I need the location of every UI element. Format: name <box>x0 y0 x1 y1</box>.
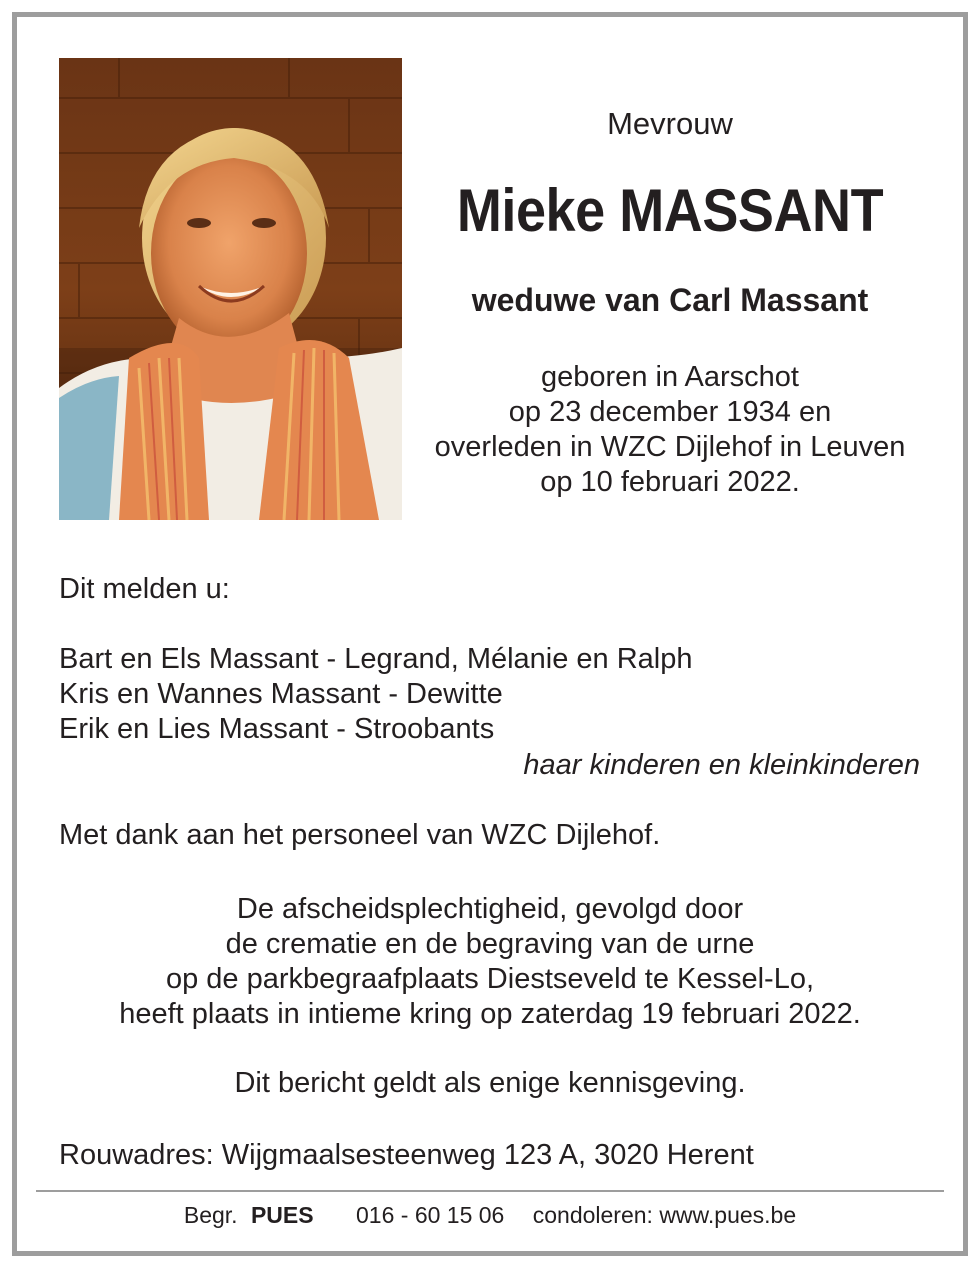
condolence-link[interactable]: condoleren: www.pues.be <box>532 1202 797 1228</box>
announce-line: Dit melden u: <box>59 573 230 605</box>
salutation: Mevrouw <box>607 106 733 141</box>
spouse-line: weduwe van Carl Massant <box>471 282 869 318</box>
address-line: Rouwadres: Wijgmaalsesteenweg 123 A, 3020 Herent <box>59 1139 754 1171</box>
undertaker-name: PUES <box>250 1202 314 1228</box>
thanks-line: Met dank aan het personeel van WZC Dijlehof. <box>59 819 661 851</box>
undertaker-prefix: Begr. <box>183 1202 238 1228</box>
children-line: Kris en Wannes Massant - Dewitte <box>59 678 503 710</box>
ceremony-line: de crematie en de begraving van de urne <box>225 928 755 960</box>
ceremony-details <box>40 892 940 1032</box>
portrait-photo <box>59 58 402 520</box>
ceremony-line: heeft plaats in intieme kring op zaterdag 19 februari 2022. <box>119 998 861 1030</box>
life-details <box>420 360 920 500</box>
children-line: Bart en Els Massant - Legrand, Mélanie en Ralph <box>59 643 693 675</box>
life-line: overleden in WZC Dijlehof in Leuven <box>434 431 906 463</box>
life-line: op 23 december 1934 en <box>508 396 832 428</box>
kin-label: haar kinderen en kleinkinderen <box>523 749 920 781</box>
life-line: geboren in Aarschot <box>541 361 799 393</box>
children-list <box>59 642 693 747</box>
deceased-name: Mieke MASSANT <box>456 177 884 244</box>
ceremony-line: op de parkbegraafplaats Diestseveld te Kessel-Lo, <box>165 963 815 995</box>
ceremony-line: De afscheidsplechtigheid, gevolgd door <box>236 893 744 925</box>
footer <box>0 1202 980 1229</box>
undertaker-phone: 016 - 60 15 06 <box>356 1202 505 1228</box>
footer-divider <box>36 1190 944 1192</box>
notice-line: Dit bericht geldt als enige kennisgeving. <box>234 1067 746 1099</box>
life-line: op 10 februari 2022. <box>540 466 800 498</box>
children-line: Erik en Lies Massant - Stroobants <box>59 713 495 745</box>
